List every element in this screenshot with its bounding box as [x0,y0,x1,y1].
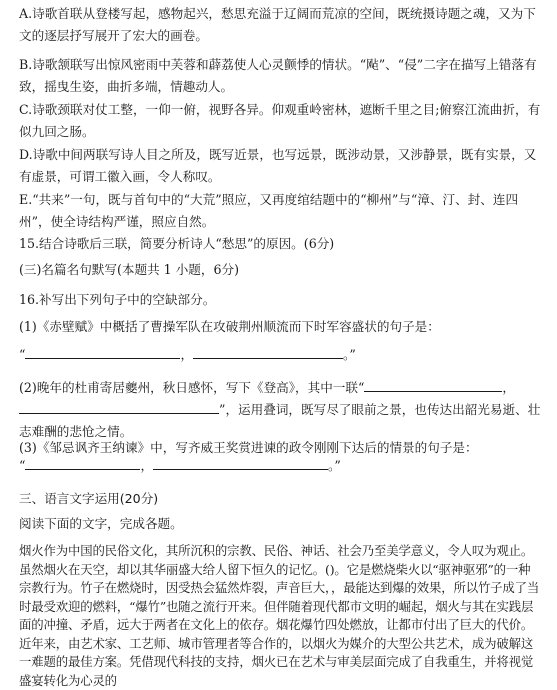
question-16-3: (3)《邹忌讽齐王纳谏》中，写齐威王奖赏进谏的政令刚刚下达后的情景的句子是： [19,440,478,455]
section-title-language: 三、语言文字运用(20分) [19,491,159,506]
question-16-2: (2)晚年的杜甫寄居夔州，秋日感怀，写下《登高》，其中一联“ ，”，运用叠词，既写尽了眼前之景，也传达出韶光易逝、壮志难酬的悲怆之情。 [19,377,541,443]
question-16: 16.补写出下列句子中的空缺部分。 [19,292,216,307]
question-15: 15.结合诗歌后三联，简要分析诗人“愁思”的原因。(6分) [19,236,335,251]
blank-16-1-b[interactable] [193,344,343,359]
blank-16-1-a[interactable] [25,344,180,359]
answer-line-16-1: “ ， 。” [19,344,541,366]
blank-16-3-b[interactable] [153,455,328,470]
section-title-dictation: (三)名篇名句默写(本题共 1 小题，6分) [19,262,239,277]
reading-instruction: 阅读下面的文字，完成各题。 [19,516,183,531]
blank-16-3-a[interactable] [25,455,140,470]
option-b: B.诗歌颔联写出惊风密雨中芙蓉和薜荔使人心灵颤悸的情状。“飐”、“侵”二字在描写上错落有致，摇曳生姿，曲折多端，情趣动人。 [19,57,537,94]
question-16-1: (1)《赤壁赋》中概括了曹操军队在攻破荆州顺流而下时军容盛状的句子是： [19,319,440,334]
reading-passage: 烟火作为中国的民俗文化，其所沉积的宗教、民俗、神话、社会乃至美学意义，令人叹为观止。虽然烟火在天空，却以其华丽盛大给人留下恒久的记忆。()。它是燃烧柴火以“驱神驱邪”的一种宗教行为。竹子在燃烧时，因受热会猛然炸裂，声音巨大，，最能达到爆的效果，所以竹子成了当时最受欢迎的燃料，“爆竹”也随之流行开来。但伴随着现代都市文明的崛起，烟火与其在实践层面的冲撞、矛盾，远大于两者在文化上的依存。烟花爆竹四处燃放，让都市付出了巨大的代价。近年来，由艺术家、工艺师、城市管理者等合作的，以烟火为媒介的大型公共艺术，成为破解这一难题的最佳方案。凭借现代科技的支持，烟火已在艺术与审美层面完成了自我重生，并将视觉盛宴转化为心灵的 [19,543,540,688]
option-d: D.诗歌中间两联写诗人目之所及，既写近景，也写远景，既涉动景，又涉静景，既有实景，又有虚景，可谓工徽入画，令人称叹。 [19,147,537,184]
blank-16-2-b[interactable] [19,399,219,414]
blank-16-2-a[interactable] [364,377,502,392]
option-e: E.“共来”一句，既与首句中的“大荒”照应，又再度绾结题中的“柳州”与“漳、汀、封、连四州”，使全诗结构严谨，照应自然。 [19,192,519,229]
option-a: A.诗歌首联从登楼写起，感物起兴，愁思充溢于辽阔而荒凉的空间，既统摄诗题之魂，又为下文的逐层抒写展开了宏大的画卷。 [19,6,536,43]
option-c: C.诗歌颈联对仗工整，一仰一俯，视野各异。仰观重岭密林，遮断千里之目;俯察江流曲折，有似九回之肠。 [19,102,541,139]
answer-line-16-3: “ ， 。” [19,455,541,477]
